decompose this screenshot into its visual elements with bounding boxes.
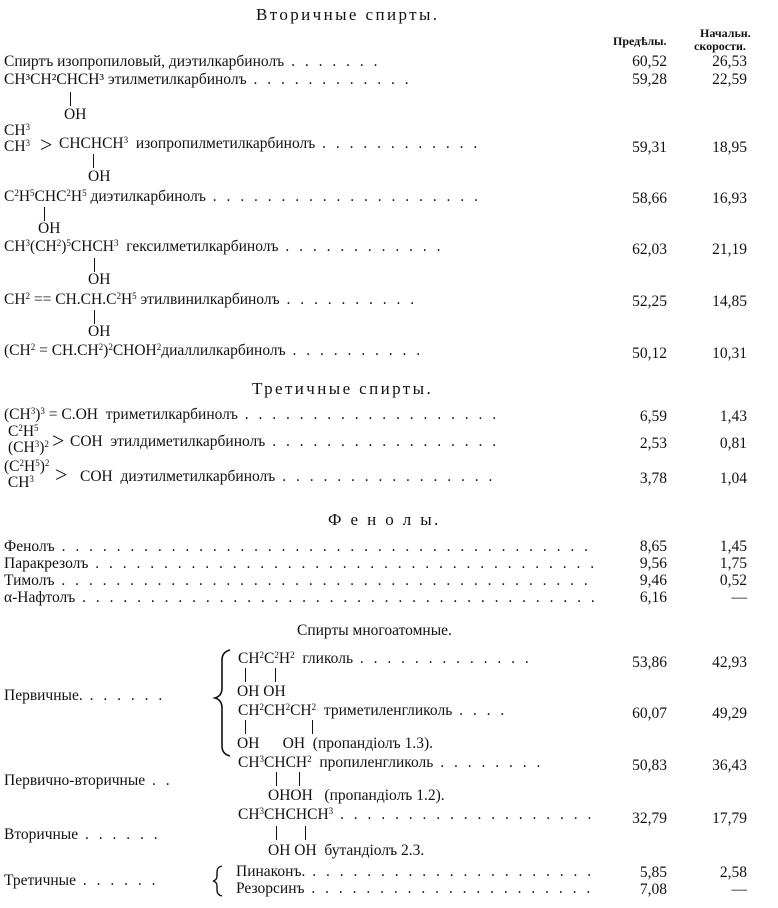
row-label: $CH^3CHCHCH^3$ . . . . . . . . . . . . . . . . . . . <box>238 806 595 823</box>
limit-value: 6,16 <box>639 589 667 606</box>
row-label: Спиртъ изопропиловый, диэтилкарбинолъ . . . . . . . <box>4 53 381 70</box>
limit-value: 58,66 <box>632 190 667 207</box>
formula-stack: $C^2H^5$ $(CH^3)^2$ <box>8 423 49 456</box>
greater-sign: > <box>52 428 65 453</box>
bond-line <box>305 826 306 840</box>
row-label: ($CH^2$ = $CH.CH^2)^2CHOH^2диаллилкарбинолъ$ . . . . . . . . . . <box>4 342 424 359</box>
speed-value: 21,19 <box>712 241 747 258</box>
group-label-primary-secondary: Первично-вторичные . . <box>4 772 173 789</box>
limit-value: 6,59 <box>639 408 667 425</box>
row-label: CHCHCH$^3$ изопропилметилкарбинолъ . . . . . . . . . . . . <box>59 135 481 152</box>
row-label: $CH^3(CH^2)^5CHCH^3$ гексилметилкарбинолъ . . . . . . . . . . . . <box>4 238 444 255</box>
oh-group: OH <box>88 168 111 185</box>
bond-line <box>312 720 313 734</box>
row-label: α-Нафтолъ . . . . . . . . . . . . . . . . . . . . . . . . . . . . . . . . . . . . . . <box>4 589 598 606</box>
limit-value: 60,07 <box>632 705 667 722</box>
oh-group: OH OH бутандіолъ 2.3. <box>268 842 425 859</box>
limit-value: 62,03 <box>632 241 667 258</box>
bond-line <box>245 720 246 734</box>
limit-value: 8,65 <box>639 538 667 555</box>
speed-value: 1,75 <box>719 555 747 572</box>
oh-group: OH OH (пропандіолъ 1.3). <box>237 735 433 752</box>
row-label: $CH^3CHCH^2$ пропиленгликоль . . . . . . . . <box>238 754 544 771</box>
speed-value: 10,31 <box>712 345 747 362</box>
row-label: CH³CH²CHCH³ этилметилкарбинолъ . . . . . . . . . . . . <box>4 71 412 88</box>
limit-value: 32,79 <box>632 810 667 827</box>
limit-value: 2,53 <box>639 435 667 452</box>
limit-value: 53,86 <box>632 654 667 671</box>
speed-value: 22,59 <box>712 71 747 88</box>
bond-line <box>276 826 277 840</box>
group-label-secondary: Вторичные . . . . . . <box>4 826 161 843</box>
limit-value: 50,12 <box>632 345 667 362</box>
oh-group: OH <box>88 271 111 288</box>
bond-line <box>299 772 300 786</box>
speed-value: 16,93 <box>712 190 747 207</box>
speed-value: 1,43 <box>719 408 747 425</box>
speed-value: 36,43 <box>712 757 747 774</box>
speed-value: 18,95 <box>712 139 747 156</box>
header-initial-speed-2: скорости. <box>694 39 746 53</box>
header-initial-speed-1: Начальн. <box>700 26 751 40</box>
group-label-tertiary: Третичные . . . . . . <box>4 872 159 889</box>
oh-group: OH <box>64 106 87 123</box>
oh-group: OHOH (пропандіолъ 1.2). <box>268 787 445 804</box>
section-title-phenols: Ф е н о л ы. <box>328 510 441 529</box>
row-label: $(CH^3)^3 = C.OH$ триметилкарбинолъ . . . . . . . . . . . . . . . . . . . <box>4 406 500 423</box>
bond-line <box>276 772 277 786</box>
row-label: $CH^2C^2H^2$ гликоль . . . . . . . . . . . . . <box>238 650 532 667</box>
formula-ch3-stack: $CH^3$ $CH^3$ <box>4 122 31 155</box>
limit-value: 3,78 <box>639 470 667 487</box>
oh-group: OH OH <box>237 683 286 700</box>
limit-value: 7,08 <box>639 881 667 898</box>
bond-line <box>245 668 246 682</box>
section-title-polyatomic: Спирты многоатомные. <box>297 622 452 639</box>
limit-value: 52,25 <box>632 293 667 310</box>
limit-value: 60,52 <box>632 53 667 70</box>
speed-value: — <box>731 589 747 606</box>
row-label: COH этилдиметилкарбинолъ . . . . . . . . . . . . . . . . . <box>70 433 500 450</box>
speed-value: 0,52 <box>719 572 747 589</box>
speed-value: 17,79 <box>712 810 747 827</box>
speed-value: 14,85 <box>712 293 747 310</box>
group-label-primary: Первичные. . . . . . . <box>4 687 166 704</box>
bond-line <box>275 668 276 682</box>
oh-group: OH <box>38 220 61 237</box>
row-label: Паракрезолъ . . . . . . . . . . . . . . . . . . . . . . . . . . . . . . . . . . . . . <box>4 555 598 572</box>
greater-sign: > <box>40 132 53 157</box>
speed-value: 26,53 <box>712 53 747 70</box>
row-label: Резорсинъ . . . . . . . . . . . . . . . . . . . . . <box>236 880 594 897</box>
section-title-tertiary: Третичные спирты. <box>252 379 434 398</box>
speed-value: 49,29 <box>712 705 747 722</box>
limit-value: 9,56 <box>639 555 667 572</box>
row-label: $CH^2 == CH.CH.C^2H^5$ этилвинилкарбинолъ . . . . . . . . . . <box>4 291 418 308</box>
row-label: COH диэтилметилкарбинолъ . . . . . . . . . . . . . . . . <box>80 468 496 485</box>
row-label: $C^2H^5CHC^2H^5$ диэтилкарбинолъ . . . . . . . . . . . . . . . . . . . . <box>4 188 481 205</box>
row-label: Пинаконъ. . . . . . . . . . . . . . . . . . . . . . <box>236 863 595 880</box>
speed-value: 1,04 <box>719 470 747 487</box>
greater-sign: > <box>55 462 68 487</box>
speed-value: — <box>731 881 747 898</box>
row-label: Тимолъ . . . . . . . . . . . . . . . . . . . . . . . . . . . . . . . . . . . . . . . <box>4 572 591 589</box>
speed-value: 2,58 <box>719 864 747 881</box>
formula-stack: $(C^2H^5)^2$ $CH^3$ <box>4 458 50 491</box>
speed-value: 1,45 <box>719 538 747 555</box>
limit-value: 59,31 <box>632 139 667 156</box>
row-label: Фенолъ . . . . . . . . . . . . . . . . . . . . . . . . . . . . . . . . . . . . . . . <box>4 538 591 555</box>
speed-value: 0,81 <box>719 435 747 452</box>
limit-value: 9,46 <box>639 572 667 589</box>
limit-value: 5,85 <box>639 864 667 881</box>
limit-value: 59,28 <box>632 71 667 88</box>
limit-value: 50,83 <box>632 757 667 774</box>
header-limits: Предѣлы. <box>613 34 667 48</box>
section-title-secondary: Вторичные спирты. <box>256 5 440 24</box>
row-label: $CH^2CH^2CH^2$ триметиленгликоль . . . . <box>238 702 508 719</box>
speed-value: 42,93 <box>712 654 747 671</box>
oh-group: OH <box>88 323 111 340</box>
